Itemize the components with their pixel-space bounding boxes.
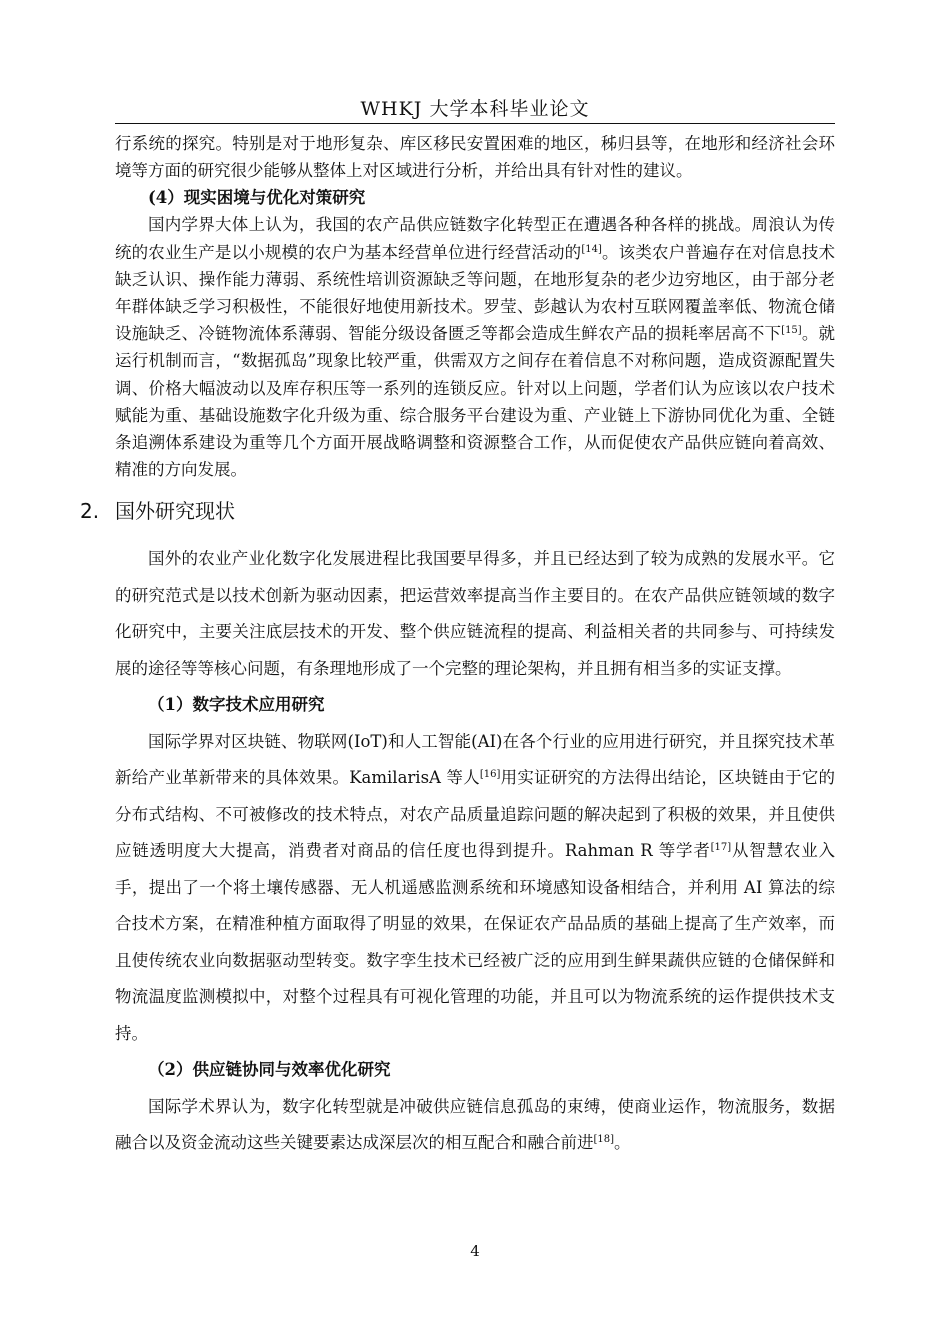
section4-text-2: 。该类农户普遍存在对信息技术缺乏认识、操作能力薄弱、系统性培训资源缺乏等问题，在地形复杂的老少边穷地区，由于部分老年群体缺乏学习积极性，不能很好地使用新技术。罗莹、彭越认为农村互联网覆盖率低、物流仓储设施缺乏、冷链物流体系薄弱、智能分级设备匮乏等都会造成生鲜农产品的损耗率居高不下 xyxy=(115,242,836,344)
section2-number: 2. xyxy=(80,499,100,524)
section2-title: 国外研究现状 xyxy=(115,499,235,524)
sub1-text-3: 从智慧农业入手，提出了一个将土壤传感器、无人机遥感监测系统和环境感知设备相结合，并利用 AI 算法的综合技术方案，在精准种植方面取得了明显的效果，在保证农产品品质的基础上提高了生产效率，而且使传统农业向数据驱动型转变。数字孪生技术已经被广泛的应用到生鲜果蔬供应链的仓储保鲜和物流温度监测模拟中，对整个过程具有可视化管理的功能，并且可以为物流系统的运作提供技术支持。 xyxy=(115,841,835,1043)
sub1-text-1: 国际学界对区块链、物联网(IoT)和人工智能(AI)在各个行业的应用进行研究，并且探究技术革新给产业革新带来的具体效果。KamilarisA 等人 xyxy=(115,731,835,788)
section4-heading: (4）现实困境与优化对策研究 xyxy=(148,188,366,208)
page-header: WHKJ 大学本科毕业论文 xyxy=(360,98,590,120)
section4-text-3: 。就运行机制而言，“数据孤岛”现象比较严重，供需双方之间存在着信息不对称问题，造成资源配置失调、价格大幅波动以及库存积压等一系列的连锁反应。针对以上问题，学者们认为应该以农户技术赋能为重、基础设施数字化升级为重、综合服务平台建设为重、产业链上下游协同优化为重、全链条追溯体系建设为重等几个方面开展战略调整和资源整合工作，从而促使农产品供应链向着高效、精准的方向发展。 xyxy=(115,324,836,480)
sub1-paragraph xyxy=(115,724,835,1053)
section4-paragraph xyxy=(115,211,835,483)
sub1-heading: （1）数字技术应用研究 xyxy=(148,695,325,715)
intro-paragraph: 行系统的探究。特别是对于地形复杂、库区移民安置困难的地区，秭归县等，在地形和经济社会环境等方面的研究很少能够从整体上对区域进行分析，并给出具有针对性的建议。 xyxy=(115,134,835,181)
page-body xyxy=(80,130,836,1162)
header-rule xyxy=(115,123,835,124)
section2-heading xyxy=(80,491,835,531)
citation-17: [17] xyxy=(710,842,732,854)
section4-text-1: 国内学界大体上认为，我国的农产品供应链数字化转型正在遭遇各种各样的挑战。周浪认为传统的农业生产是以小规模的农户为基本经营单位进行经营活动的 xyxy=(115,215,835,262)
sub2-paragraph xyxy=(115,1089,835,1162)
citation-14: [14] xyxy=(581,243,602,255)
page-number: 4 xyxy=(470,1242,480,1260)
section2-intro: 国外的农业产业化数字化发展进程比我国要早得多，并且已经达到了较为成熟的发展水平。它的研究范式是以技术创新为驱动因素，把运营效率提高当作主要目的。在农产品供应链领域的数字化研究中，主要关注底层技术的开发、整个供应链流程的提高、利益相关者的共同参与、可持续发展的途径等等核心问题，有条理地形成了一个完整的理论架构，并且拥有相当多的实证支撑。 xyxy=(115,549,835,678)
sub2-text-2: 。 xyxy=(614,1133,631,1153)
citation-16: [16] xyxy=(479,769,501,781)
citation-15: [15] xyxy=(781,325,802,337)
sub1-text-2: 用实证研究的方法得出结论，区块链由于它的分布式结构、不可被修改的技术特点，对农产品质量追踪问题的解决起到了积极的效果，并且使供应链透明度大大提高，消费者对商品的信任度也得到提升。Rahman R 等学者 xyxy=(115,768,835,861)
sub2-heading: （2）供应链协同与效率优化研究 xyxy=(148,1060,391,1080)
sub2-text-1: 国际学术界认为，数字化转型就是冲破供应链信息孤岛的束缚，使商业运作，物流服务，数据融合以及资金流动这些关键要素达成深层次的相互配合和融合前进 xyxy=(115,1096,835,1153)
citation-18: [18] xyxy=(593,1134,615,1146)
